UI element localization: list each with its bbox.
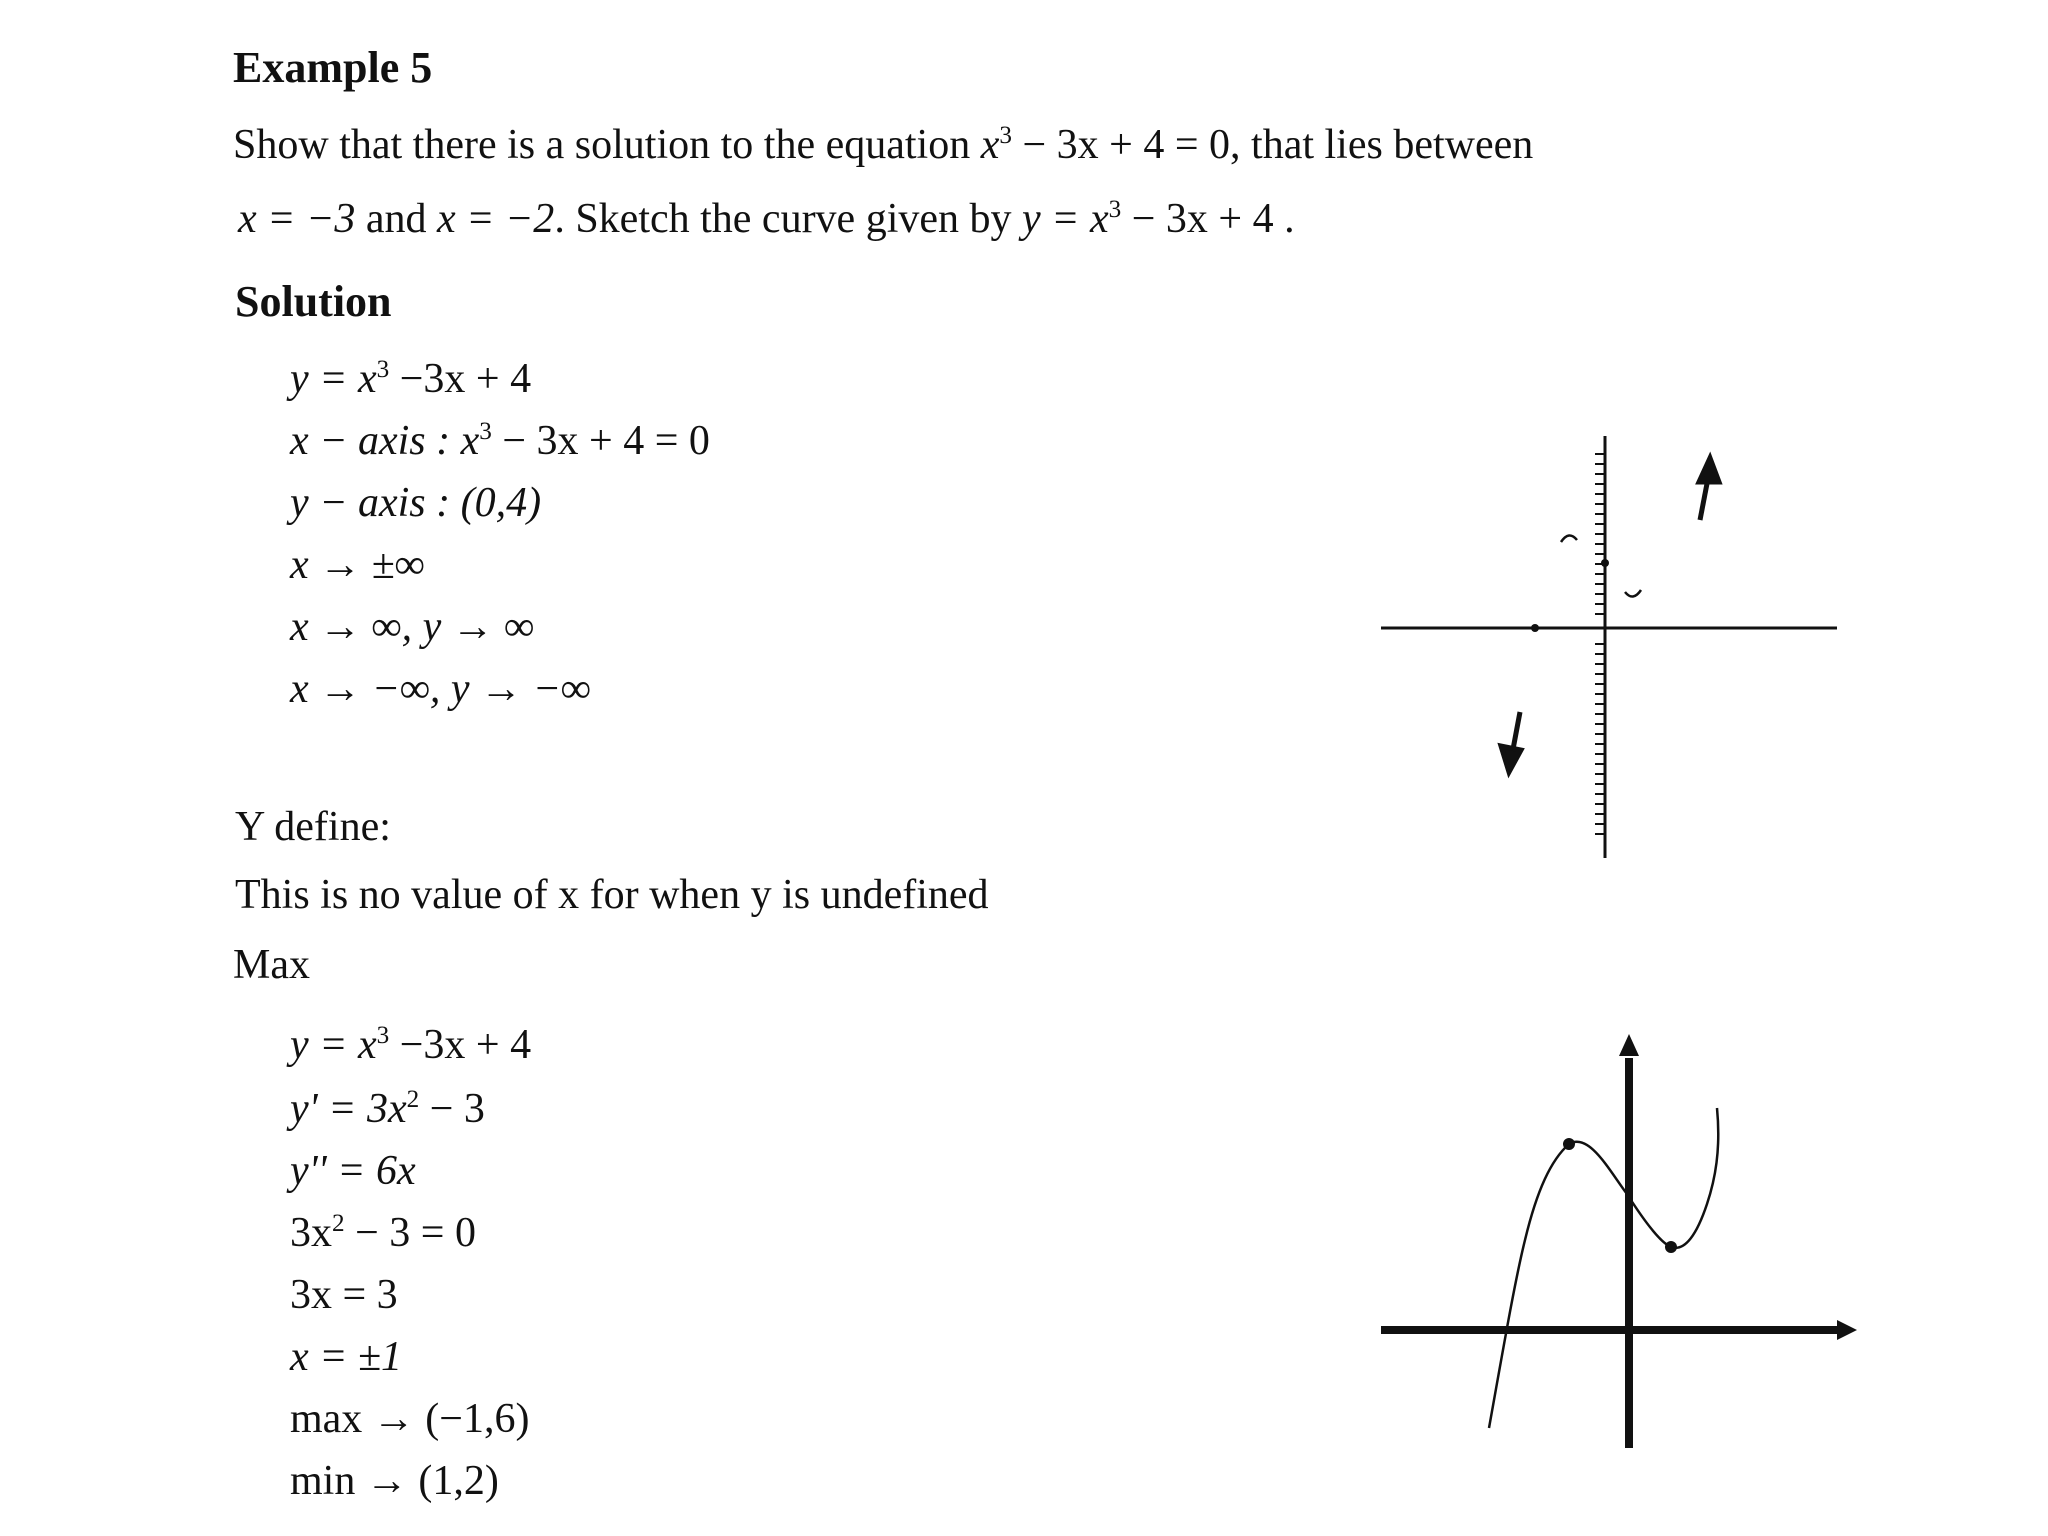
problem-equation-rest: − 3x + 4 = 0	[1011, 122, 1231, 168]
problem-equation-exp: 3	[999, 122, 1012, 149]
arrow-up-right	[1699, 458, 1719, 520]
problem-line-2-end: .	[1273, 196, 1295, 242]
y-define-label: Y define:	[235, 804, 391, 850]
sketch-end-behaviour	[1375, 430, 1855, 870]
problem-line-1	[233, 124, 1533, 166]
max-line-7: max → (−1,6)	[290, 1396, 530, 1442]
problem-line-2-mid: . Sketch the curve given by	[554, 196, 1023, 242]
problem-equation-base: x	[980, 122, 1000, 168]
arrow-down-left	[1501, 712, 1521, 772]
curve-equation-base: y = x	[1022, 196, 1109, 242]
y-axis-arrowhead	[1619, 1034, 1639, 1056]
solution-line-5: x → ∞, y → ∞	[290, 604, 535, 650]
x-axis-arrowhead	[1837, 1320, 1857, 1340]
y-define-text: This is no value of x for when y is undefined	[235, 872, 989, 918]
solution-line-6: x → −∞, y → −∞	[290, 666, 591, 712]
max-line-6: x = ±1	[290, 1334, 403, 1380]
x-intercept-point	[1531, 624, 1539, 632]
solution-line-1: $y = x^3 -3x + 4$	[290, 356, 532, 402]
and-word: and	[355, 196, 437, 242]
problem-line-1-prefix: Show that there is a solution to the equation	[233, 122, 981, 168]
max-label: Max	[233, 942, 310, 988]
solution-line-3: y − axis : (0,4)	[290, 480, 542, 526]
cubic-curve	[1489, 1108, 1718, 1428]
max-line-2: $y' = 3x^2 - 3$	[290, 1086, 485, 1132]
bound-left: x = −3	[238, 196, 356, 242]
max-line-4: $3x^2 - 3 = 0$	[290, 1210, 476, 1256]
local-max-hint	[1561, 535, 1577, 542]
y-intercept-point	[1601, 559, 1609, 567]
bound-right: x = −2	[436, 196, 555, 242]
max-point	[1563, 1138, 1575, 1150]
max-line-5: 3x = 3	[290, 1272, 398, 1318]
example-title: Example 5	[233, 43, 433, 92]
curve-equation-exp: 3	[1108, 196, 1122, 223]
sketch-cubic-graph	[1375, 1020, 1865, 1450]
min-point	[1665, 1241, 1677, 1253]
problem-line-1-suffix: , that lies between	[1230, 122, 1534, 168]
solution-heading: Solution	[235, 277, 392, 326]
solution-line-2: x − axis : $x^3 - 3x + 4 = 0$	[290, 418, 710, 464]
max-line-3: y'' = 6x	[290, 1148, 416, 1194]
curve-equation-rest: − 3x + 4	[1121, 196, 1274, 242]
local-min-hint	[1625, 590, 1641, 597]
problem-equation	[981, 122, 1230, 168]
max-line-8: min → (1,2)	[290, 1458, 499, 1504]
solution-line-4: x → ±∞	[290, 542, 425, 588]
problem-line-2	[238, 198, 1295, 240]
max-line-1: $y = x^3 -3x + 4$	[290, 1022, 532, 1068]
